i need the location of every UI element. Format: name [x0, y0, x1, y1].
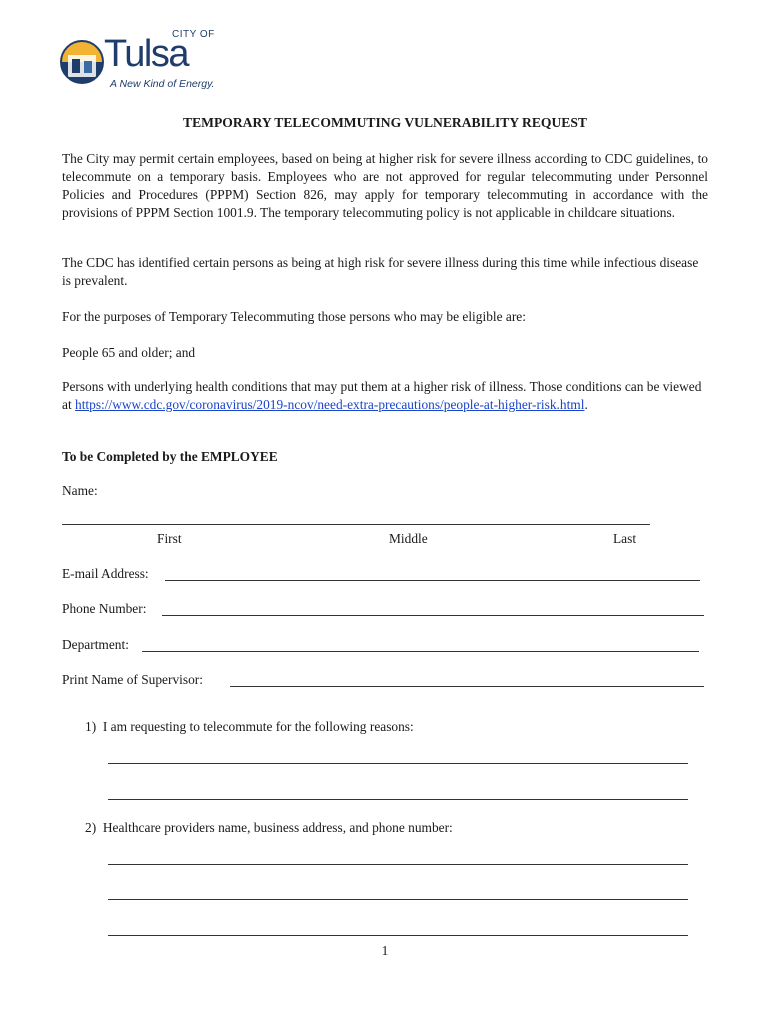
eligibility-paragraph: For the purposes of Temporary Telecommuting those persons who may be eligible are:: [62, 309, 526, 324]
phone-label: Phone Number:: [62, 601, 147, 616]
age-criterion: People 65 and older; and: [62, 345, 196, 360]
department-label: Department:: [62, 637, 129, 652]
cdc-link[interactable]: https://www.cdc.gov/coronavirus/2019-ncov/need-extra-precautions/people-at-higher-risk.html: [75, 397, 585, 412]
logo-name: Tulsa: [104, 33, 189, 75]
question-1-number: 1): [85, 719, 97, 734]
document-title: TEMPORARY TELECOMMUTING VULNERABILITY REQUEST: [183, 115, 587, 130]
email-label: E-mail Address:: [62, 566, 149, 581]
supervisor-field[interactable]: [230, 686, 704, 687]
phone-field[interactable]: [162, 615, 704, 616]
logo-tagline: A New Kind of Energy.: [110, 78, 215, 90]
health-conditions-text: Persons with underlying health conditions that may put them at a higher risk of illness. Those conditions can be viewed at: [62, 379, 702, 412]
cdc-paragraph: The CDC has identified certain persons as being at high risk for severe illness during this time while infectious disease is prevalent.: [62, 255, 699, 288]
health-conditions-period: .: [584, 397, 588, 412]
question-2: [85, 820, 453, 836]
department-field[interactable]: [142, 651, 699, 652]
page-number: 1: [381, 943, 389, 958]
supervisor-label: Print Name of Supervisor:: [62, 672, 203, 687]
question-1-text: I am requesting to telecommute for the following reasons:: [102, 719, 414, 734]
provider-line-2[interactable]: [108, 899, 688, 900]
city-seal-icon: [60, 35, 104, 89]
reason-line-1[interactable]: [108, 763, 688, 764]
intro-paragraph: The City may permit certain employees, based on being at higher risk for severe illness according to CDC guidelines, to telecommute on a temporary basis. Employees who are not approved for regular telecommuting under Personnel Policies and Procedures (PPPM) Section 826, may apply for temporary telecommuting in accordance with the provisions of PPPM Section 1001.9. The temporary telecommuting policy is not applicable in childcare situations.: [62, 151, 708, 220]
middle-name-caption: Middle: [389, 531, 428, 546]
provider-line-1[interactable]: [108, 864, 688, 865]
logo-city-text: CITY OF: [172, 29, 215, 40]
email-field[interactable]: [165, 580, 700, 581]
employee-section-heading: To be Completed by the EMPLOYEE: [62, 449, 278, 464]
question-2-text: Healthcare providers name, business address, and phone number:: [102, 820, 453, 835]
last-name-caption: Last: [613, 531, 637, 546]
provider-line-3[interactable]: [108, 935, 688, 936]
first-name-caption: First: [157, 531, 182, 546]
question-1: [85, 719, 414, 735]
health-conditions-paragraph: [62, 378, 708, 414]
reason-line-2[interactable]: [108, 799, 688, 800]
name-label: Name:: [62, 483, 98, 498]
question-2-number: 2): [85, 820, 97, 835]
name-field[interactable]: [62, 524, 650, 525]
